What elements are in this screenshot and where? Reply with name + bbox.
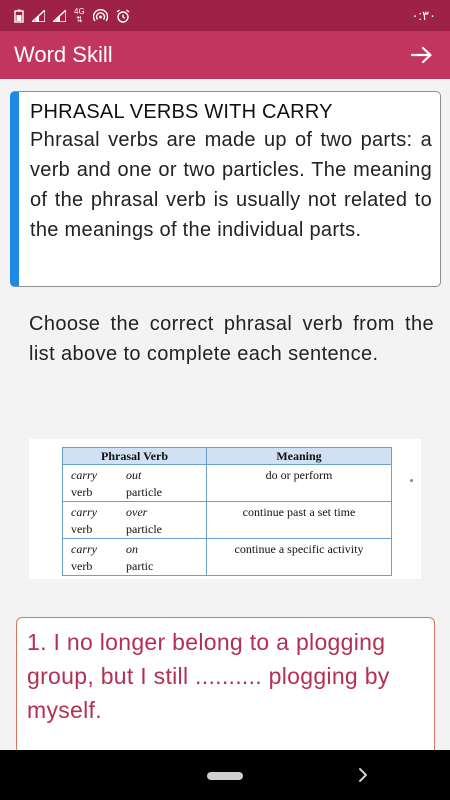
meaning-cell: continue a specific activity xyxy=(207,539,392,576)
alarm-icon xyxy=(116,9,130,23)
app-bar xyxy=(0,31,450,79)
instruction-text: Choose the correct phrasal verb from the list above to complete each sentence. xyxy=(29,313,434,365)
home-pill[interactable] xyxy=(207,772,243,780)
meaning-cell: continue past a set time xyxy=(207,502,392,539)
verb-word: carry xyxy=(71,505,97,519)
forward-button[interactable] xyxy=(408,41,436,69)
network-4g-icon: 4G ⇅ xyxy=(74,6,85,24)
verb-label: verb xyxy=(71,522,93,536)
table-header-meaning: Meaning xyxy=(207,448,392,465)
arrow-right-icon xyxy=(411,46,433,64)
meaning-cell: do or perform xyxy=(207,465,392,502)
battery-icon xyxy=(14,9,24,23)
phrasal-verb-table xyxy=(62,447,392,576)
system-nav-bar xyxy=(0,750,450,800)
table-header-phrasal-verb: Phrasal Verb xyxy=(63,448,207,465)
question-card[interactable] xyxy=(16,617,435,750)
status-bar xyxy=(0,0,450,31)
verb-word: carry xyxy=(71,542,97,556)
image-dot xyxy=(410,479,413,482)
intro-card xyxy=(10,91,441,287)
table-row xyxy=(63,539,392,576)
question-text: 1. I no longer belong to a plogging group, but I still .......... plogging by myself. xyxy=(27,629,390,723)
chevron-right-icon[interactable] xyxy=(355,766,371,784)
intro-title: PHRASAL VERBS WITH CARRY xyxy=(30,101,333,123)
table-row xyxy=(63,465,392,502)
status-time: ٠:٣٠ xyxy=(411,7,436,23)
particle-label: particle xyxy=(126,522,162,536)
table-row xyxy=(63,502,392,539)
phrasal-verb-table-image xyxy=(29,439,421,579)
verb-word: carry xyxy=(71,468,97,482)
verb-label: verb xyxy=(71,559,93,573)
verb-label: verb xyxy=(71,485,93,499)
app-title: Word Skill xyxy=(14,42,113,67)
particle-label: partic xyxy=(126,559,154,573)
signal-icon xyxy=(53,10,66,22)
hotspot-icon xyxy=(93,9,108,22)
signal-icon xyxy=(32,10,45,22)
lesson-content[interactable] xyxy=(0,79,450,750)
particle-word: on xyxy=(126,542,138,556)
intro-body: Phrasal verbs are made up of two parts: a verb and one or two particles. The meaning of the phrasal verb is usually not related to the meanings of the individual parts. xyxy=(30,129,432,241)
status-icons xyxy=(14,8,130,24)
particle-word: out xyxy=(126,468,142,482)
particle-word: over xyxy=(126,505,148,519)
particle-label: particle xyxy=(126,485,162,499)
